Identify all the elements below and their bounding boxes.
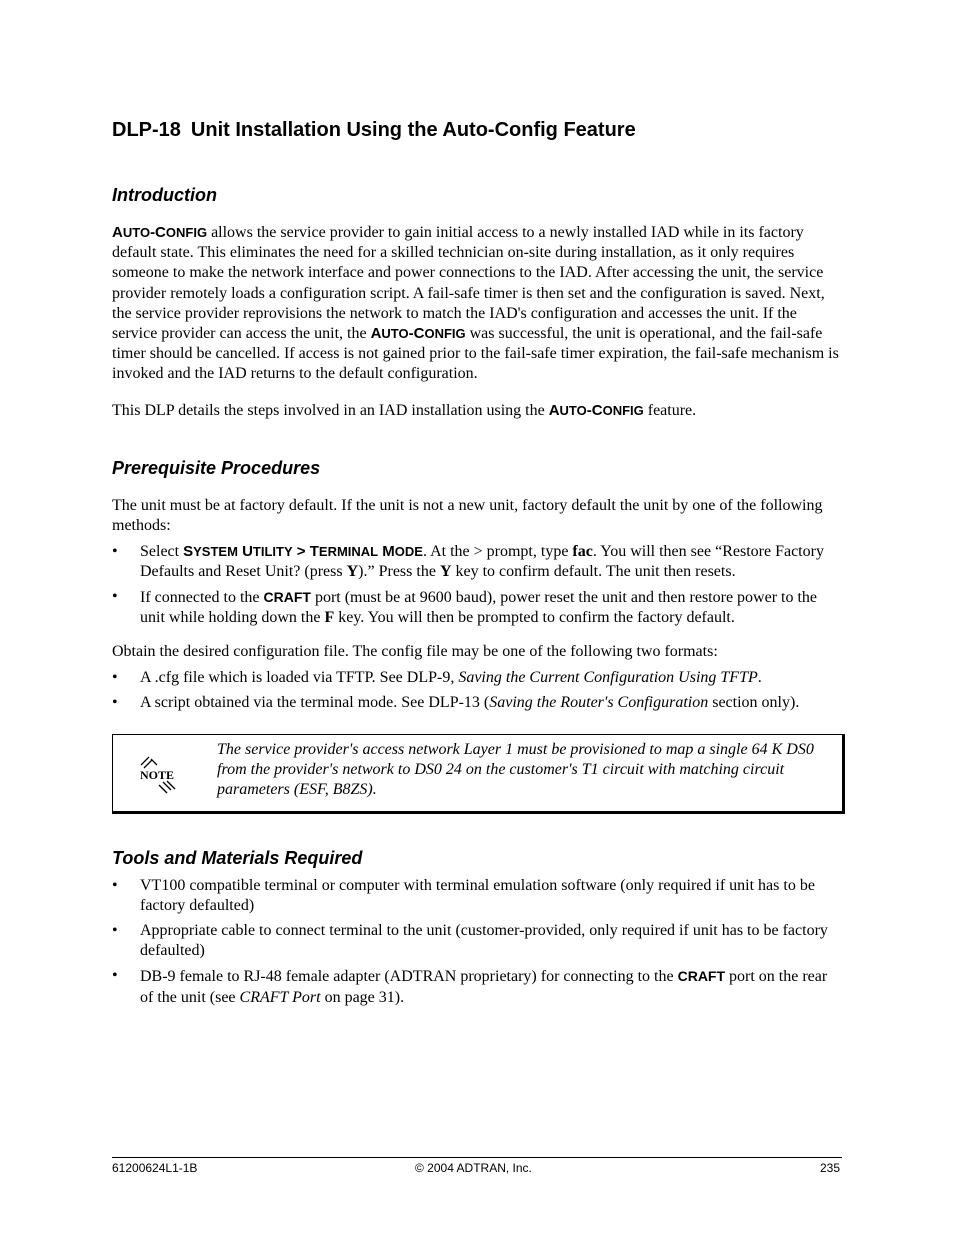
bullet-glyph: • xyxy=(112,877,118,894)
bullet-glyph: • xyxy=(112,922,118,940)
auto-config-term: AUTO-CONFIG xyxy=(548,402,644,419)
factory-default-methods xyxy=(112,542,842,633)
list-item: • Appropriate cable to connect terminal to the unit (customer-provided, only required if unit has to be factory defaulted) xyxy=(112,922,828,960)
footer-copyright: © 2004 ADTRAN, Inc. xyxy=(415,1161,532,1175)
note-text: The service provider's access network Layer 1 must be provisioned to map a single 64 K DS0 from the provider's network to DS0 24 on the customer's T1 circuit with matching circuit parameters (ESF, B8ZS). xyxy=(217,741,814,799)
svg-text:NOTE: NOTE xyxy=(139,768,175,782)
list-item: • A .cfg file which is loaded via TFTP. See DLP-9, Saving the Current Configuration Using TFTP. xyxy=(112,668,842,688)
auto-config-term: AUTO-CONFIG xyxy=(370,325,466,343)
bullet-glyph: • xyxy=(112,694,118,711)
list-item: • A script obtained via the terminal mode. See DLP-13 (Saving the Router's Configuration section only). xyxy=(112,693,842,713)
auto-config-term: AUTO-CONFIG xyxy=(112,224,208,241)
craft-port-label: CRAFT xyxy=(677,968,726,985)
prerequisite-heading: Prerequisite Procedures xyxy=(112,458,321,478)
bullet-glyph: • xyxy=(112,543,118,560)
list-item: • If connected to the CRAFT port (must be at 9600 baud), power reset the unit and then restore power to the unit while holding down the F key. You will then be prompted to confirm the factory default. xyxy=(112,588,818,627)
cross-reference: Saving the Current Configuration Using TFTP xyxy=(458,669,758,686)
tools-list xyxy=(112,876,842,1013)
command-fac: fac xyxy=(572,543,593,560)
footer-divider xyxy=(112,1157,842,1158)
introduction-heading: Introduction xyxy=(112,185,217,205)
list-item: • Select SYSTEM UTILITY > TERMINAL MODE. At the > prompt, type fac. You will then see “Restore Factory Defaults and Reset Unit? (press Y).” Press the Y key to confirm default. The unit then resets. xyxy=(112,543,824,581)
dlp-code: DLP-18 xyxy=(112,119,181,141)
bullet-glyph: • xyxy=(112,669,118,686)
menu-path-system-utility: SYSTEM UTILITY > TERMINAL MODE xyxy=(183,543,423,560)
note-box xyxy=(112,734,845,814)
config-file-paragraph: Obtain the desired configuration file. The config file may be one of the following two formats: xyxy=(112,643,718,660)
footer-page-number: 235 xyxy=(820,1161,841,1175)
note-icon xyxy=(137,755,177,795)
bullet-glyph: • xyxy=(112,588,118,606)
page-title xyxy=(112,119,636,142)
cross-reference: Saving the Router's Configuration xyxy=(489,694,709,711)
introduction-summary: This DLP details the steps involved in an IAD installation using the AUTO-CONFIG feature. xyxy=(112,402,697,419)
tools-heading: Tools and Materials Required xyxy=(112,848,363,868)
bullet-glyph: • xyxy=(112,967,118,985)
list-item: • DB-9 female to RJ-48 female adapter (ADTRAN proprietary) for connecting to the CRAFT port on the rear of the unit (see CRAFT Port on page 31). xyxy=(112,967,828,1006)
prerequisite-paragraph: The unit must be at factory default. If the unit is not a new unit, factory default the unit by one of the following methods: xyxy=(112,497,823,535)
craft-port-label: CRAFT xyxy=(263,589,311,606)
footer-doc-number: 61200624L1-1B xyxy=(112,1161,198,1175)
cross-reference: CRAFT Port xyxy=(239,988,321,1006)
list-item: • VT100 compatible terminal or computer with terminal emulation software (only required if unit has to be factory defaulted) xyxy=(112,877,815,915)
config-file-formats xyxy=(112,668,842,718)
dlp-title-text: Unit Installation Using the Auto-Config Feature xyxy=(190,119,636,141)
introduction-paragraph: AUTO-CONFIG allows the service provider to gain initial access to a newly installed IAD while in its factory default state. This eliminates the need for a skilled technician on-site during installation, as it only requires someone to make the network interface and power connections to the IAD. After accessing the unit, the service provider remotely loads a configuration script. A fail-safe timer is then set and the configuration is saved. Next, the service provider reprovisions the network to match the IAD's configuration and accesses the unit. If the service provider can access the unit, the AUTO-CONFIG was successful, the unit is operational, and the fail-safe timer should be cancelled. If access is not gained prior to the fail-safe timer expiration, the fail-safe mechanism is invoked and the IAD returns to the default configuration. xyxy=(112,224,839,383)
